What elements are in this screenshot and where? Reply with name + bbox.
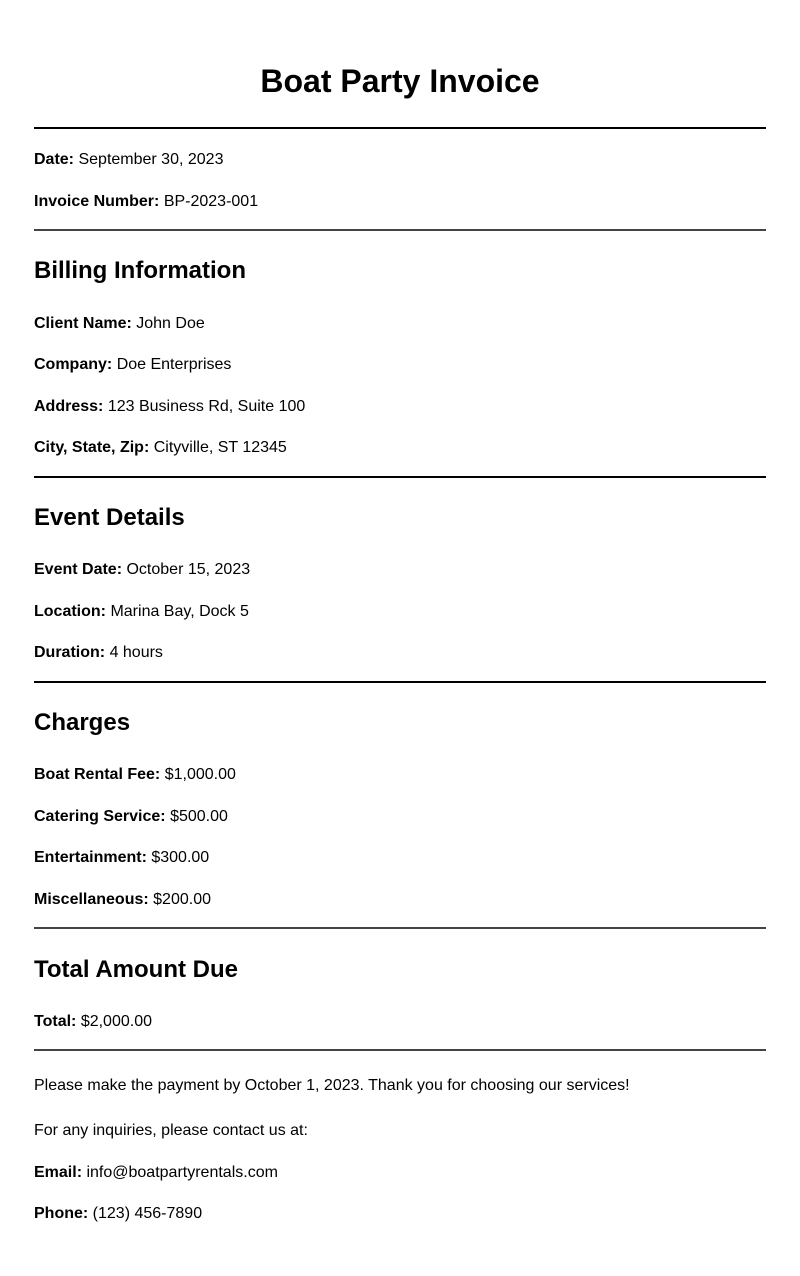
date-label: Date: (34, 151, 75, 168)
client-name-value: John Doe (136, 315, 205, 332)
event-date-line (34, 560, 766, 580)
entertainment-value: $300.00 (151, 849, 210, 866)
address-value: 123 Business Rd, Suite 100 (107, 398, 306, 415)
invoice-number-value: BP-2023-001 (163, 193, 259, 210)
entertainment-label: Entertainment: (34, 849, 147, 866)
phone-line (34, 1204, 766, 1224)
boat-rental-label: Boat Rental Fee: (34, 766, 161, 783)
company-line (34, 355, 766, 375)
duration-value: 4 hours (109, 644, 163, 661)
date-value: September 30, 2023 (78, 151, 224, 168)
event-date-value: October 15, 2023 (126, 561, 251, 578)
event-heading: Event Details (34, 504, 185, 531)
billing-heading: Billing Information (34, 257, 246, 284)
divider (34, 927, 766, 929)
miscellaneous-label: Miscellaneous: (34, 891, 149, 908)
email-value: info@boatpartyrentals.com (86, 1164, 278, 1181)
charges-heading: Charges (34, 709, 131, 736)
company-value: Doe Enterprises (116, 356, 232, 373)
catering-value: $500.00 (170, 808, 228, 825)
location-line (34, 602, 766, 622)
divider (34, 229, 766, 231)
phone-value: (123) 456-7890 (92, 1205, 203, 1222)
payment-note: Please make the payment by October 1, 2023. Thank you for choosing our services! (34, 1077, 630, 1094)
address-label: Address: (34, 398, 104, 415)
company-label: Company: (34, 356, 113, 373)
catering-label: Catering Service: (34, 808, 166, 825)
catering-line (34, 807, 766, 827)
city-state-zip-label: City, State, Zip: (34, 439, 150, 456)
total-value: $2,000.00 (80, 1013, 152, 1030)
invoice-number-line (34, 192, 766, 212)
invoice-title: Boat Party Invoice (260, 63, 540, 99)
divider (34, 1049, 766, 1051)
duration-label: Duration: (34, 644, 106, 661)
duration-line (34, 643, 766, 663)
client-name-label: Client Name: (34, 315, 132, 332)
divider (34, 127, 766, 129)
phone-label: Phone: (34, 1205, 89, 1222)
location-value: Marina Bay, Dock 5 (110, 603, 249, 620)
date-line (34, 150, 766, 170)
entertainment-line (34, 848, 766, 868)
invoice-number-label: Invoice Number: (34, 193, 160, 210)
total-heading: Total Amount Due (34, 956, 238, 983)
inquiry-note: For any inquiries, please contact us at: (34, 1122, 308, 1139)
email-label: Email: (34, 1164, 83, 1181)
client-name-line (34, 314, 766, 334)
divider (34, 681, 766, 683)
boat-rental-line (34, 765, 766, 785)
city-state-zip-line (34, 438, 766, 458)
city-state-zip-value: Cityville, ST 12345 (153, 439, 287, 456)
total-line (34, 1012, 766, 1032)
miscellaneous-value: $200.00 (153, 891, 211, 908)
email-line (34, 1163, 766, 1183)
total-label: Total: (34, 1013, 77, 1030)
boat-rental-value: $1,000.00 (164, 766, 236, 783)
divider (34, 476, 766, 478)
miscellaneous-line (34, 890, 766, 910)
location-label: Location: (34, 603, 106, 620)
address-line (34, 397, 766, 417)
event-date-label: Event Date: (34, 561, 123, 578)
